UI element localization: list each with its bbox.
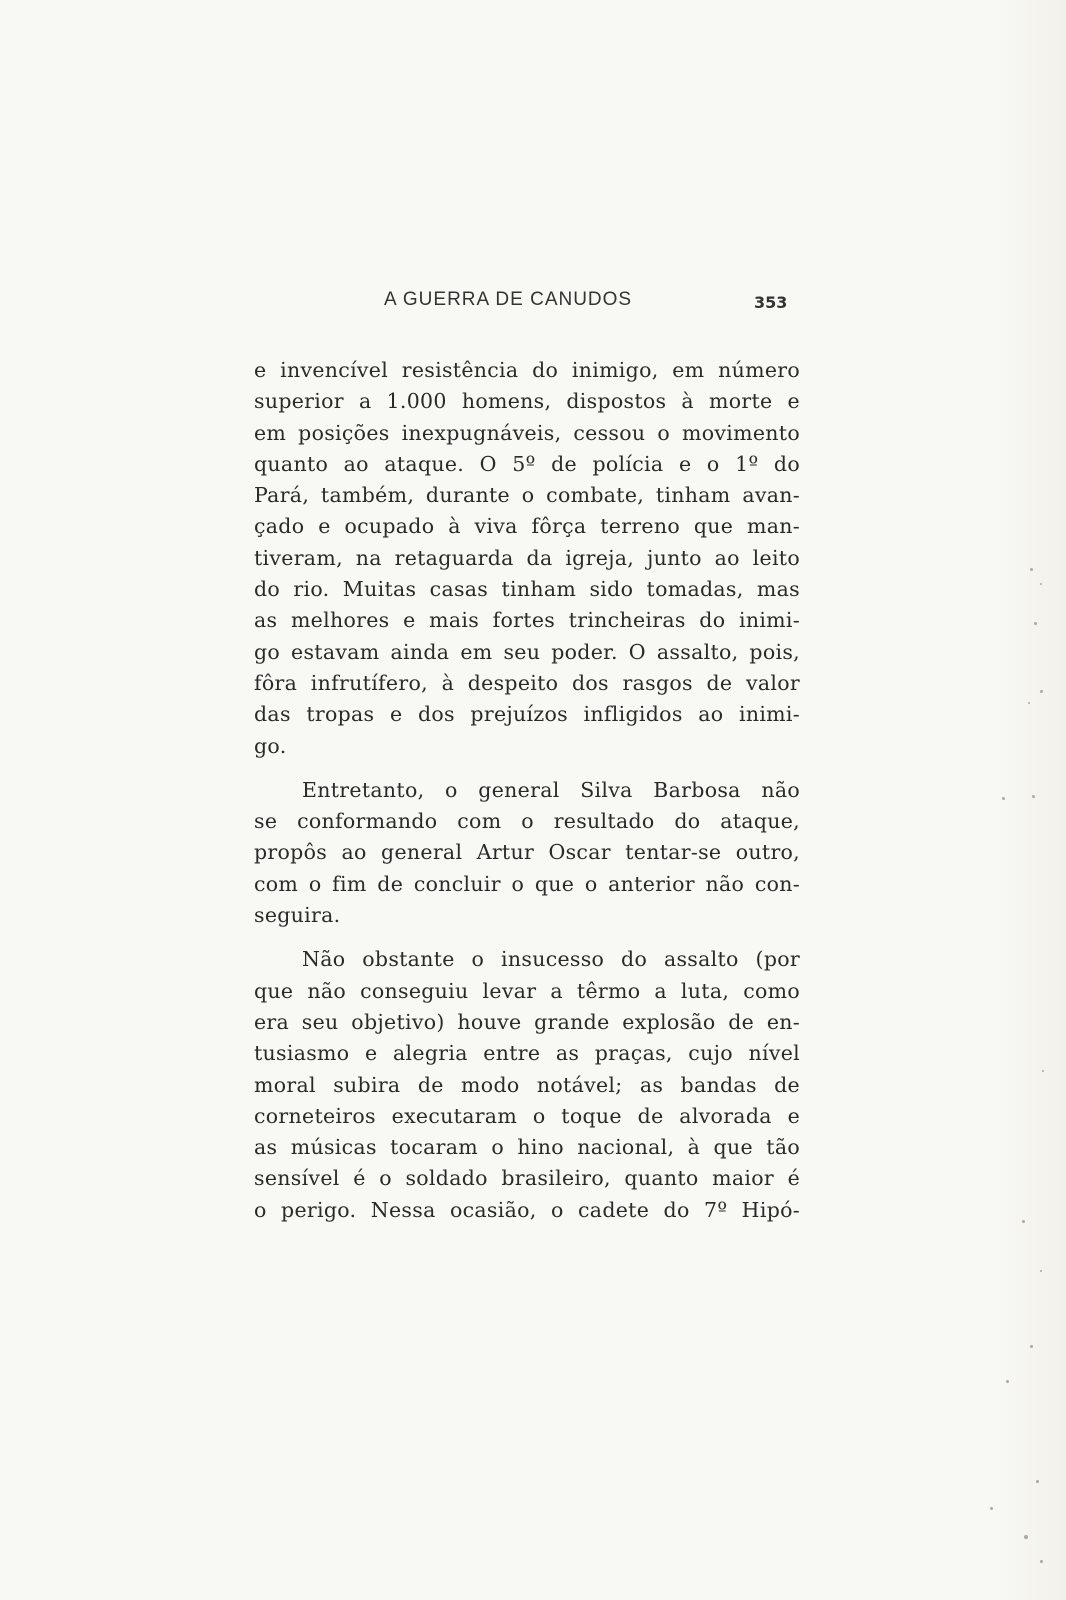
text-line: propôs ao general Artur Oscar tentar-se outro, bbox=[254, 840, 800, 865]
page-number: 353 bbox=[754, 293, 788, 312]
running-head bbox=[252, 289, 792, 319]
paper-speck bbox=[1040, 1270, 1042, 1272]
paragraph-gap bbox=[254, 931, 800, 944]
text-line: moral subira de modo notável; as bandas de bbox=[254, 1072, 800, 1097]
text-line: Não obstante o insucesso do assalto (por bbox=[302, 947, 800, 972]
paper-speck bbox=[1040, 1560, 1043, 1563]
text-line: seguira. bbox=[254, 903, 341, 928]
text-line: superior a 1.000 homens, dispostos à morte e bbox=[254, 389, 800, 414]
text-line: çado e ocupado à viva fôrça terreno que man- bbox=[254, 514, 800, 539]
text-line: sensível é o soldado brasileiro, quanto maior é bbox=[254, 1166, 800, 1191]
paper-speck bbox=[1030, 568, 1033, 571]
text-line: com o fim de concluir o que o anterior não con- bbox=[254, 871, 800, 896]
paper-speck bbox=[990, 1507, 993, 1510]
text-line: do rio. Muitas casas tinham sido tomadas, mas bbox=[254, 577, 800, 602]
paper-speck bbox=[1006, 1380, 1009, 1383]
text-line: as melhores e mais fortes trincheiras do inimi- bbox=[254, 608, 800, 633]
paper-speck bbox=[1022, 1220, 1025, 1223]
paper-speck bbox=[1024, 1535, 1028, 1539]
text-line: as músicas tocaram o hino nacional, à que tão bbox=[254, 1135, 800, 1160]
paper-speck bbox=[1030, 1345, 1033, 1348]
paper-speck bbox=[1032, 795, 1035, 798]
text-line: go. bbox=[254, 733, 287, 758]
text-line: quanto ao ataque. O 5º de polícia e o 1º do bbox=[254, 451, 800, 476]
page-edge-shading bbox=[996, 0, 1066, 1600]
text-line: Pará, também, durante o combate, tinham avan- bbox=[254, 483, 800, 508]
text-line: que não conseguiu levar a têrmo a luta, como bbox=[254, 978, 800, 1003]
text-line: corneteiros executaram o toque de alvorada e bbox=[254, 1103, 800, 1128]
paragraph bbox=[254, 775, 800, 931]
paper-speck bbox=[1040, 690, 1043, 693]
paper-speck bbox=[1036, 1480, 1039, 1483]
text-line: das tropas e dos prejuízos infligidos ao inimi- bbox=[254, 702, 800, 727]
paper-speck bbox=[1002, 797, 1005, 800]
text-line: fôra infrutífero, à despeito dos rasgos de valor bbox=[254, 670, 800, 695]
text-line: em posições inexpugnáveis, cessou o movimento bbox=[254, 420, 800, 445]
paragraph bbox=[254, 355, 800, 762]
text-line: e invencível resistência do inimigo, em número bbox=[254, 358, 800, 382]
paper-speck bbox=[1040, 583, 1042, 585]
text-line: Entretanto, o general Silva Barbosa não bbox=[302, 777, 800, 802]
paper-speck bbox=[1028, 702, 1030, 704]
running-title: A GUERRA DE CANUDOS bbox=[384, 289, 633, 310]
paper-speck bbox=[1042, 1070, 1044, 1072]
body-text bbox=[254, 355, 800, 1226]
paragraph bbox=[254, 944, 800, 1226]
paragraph-gap bbox=[254, 762, 800, 775]
text-line: se conformando com o resultado do ataque, bbox=[254, 809, 800, 834]
paper-speck bbox=[1034, 622, 1037, 625]
text-line: tiveram, na retaguarda da igreja, junto ao leito bbox=[254, 545, 800, 570]
text-line: tusiasmo e alegria entre as praças, cujo nível bbox=[254, 1041, 800, 1066]
text-line: go estavam ainda em seu poder. O assalto, pois, bbox=[254, 639, 800, 664]
text-line: o perigo. Nessa ocasião, o cadete do 7º Hipó- bbox=[254, 1197, 800, 1222]
text-line: era seu objetivo) houve grande explosão de en- bbox=[254, 1009, 800, 1034]
